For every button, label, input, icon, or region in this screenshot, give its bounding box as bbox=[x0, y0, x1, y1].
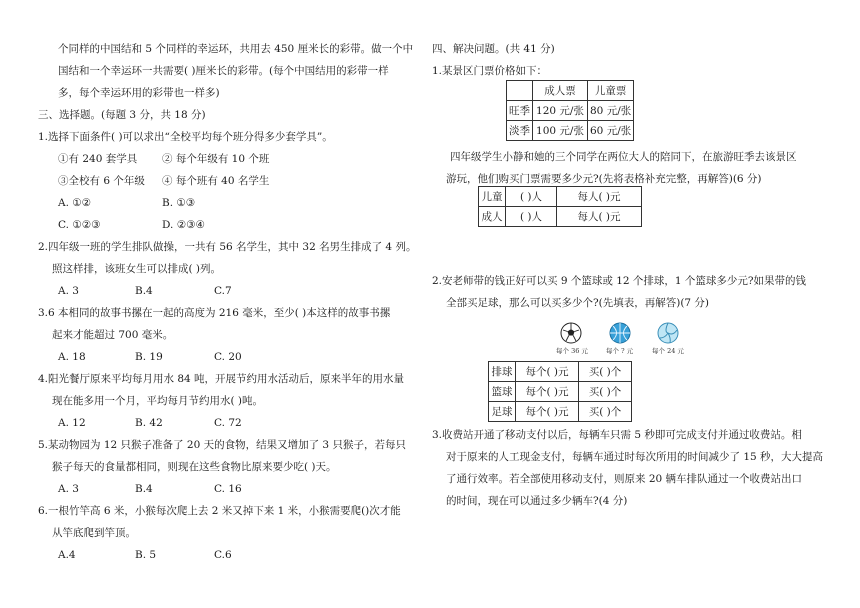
q3-option-c: C. 20 bbox=[214, 351, 242, 363]
table-cell: 旺季 bbox=[507, 101, 533, 121]
q1-condition-3: ③全校有 6 个年级 bbox=[58, 175, 145, 187]
q1-option-c: C. ①②③ bbox=[58, 219, 101, 231]
q2-line1: 2.四年级一班的学生排队做操，一共有 56 名学生，其中 32 名男生排成了 4 列。 bbox=[38, 241, 417, 253]
q4-option-a: A. 12 bbox=[58, 417, 86, 429]
table-cell: 80 元/张 bbox=[588, 101, 634, 121]
ticket-price-table bbox=[506, 80, 634, 141]
p1-fill-table bbox=[478, 186, 642, 227]
basketball-icon bbox=[609, 322, 631, 344]
p2-line1: 2.安老师带的钱正好可以买 9 个篮球或 12 个排球，1 个篮球多少元?如果带的钱 bbox=[432, 275, 807, 287]
table-row bbox=[489, 402, 632, 422]
q6-line1: 6.一根竹竿高 6 米，小猴每次爬上去 2 米又掉下来 1 米，小猴需要爬()次才能 bbox=[38, 505, 401, 517]
table-cell bbox=[507, 81, 533, 101]
q5-line2: 猴子每天的食量都相同，则现在这些食物比原来要少吃( )天。 bbox=[52, 461, 337, 473]
q6-line2: 从竿底爬到竿顶。 bbox=[52, 527, 136, 539]
p3-line4: 的时间，现在可以通过多少辆车?(4 分) bbox=[446, 495, 628, 507]
table-cell: 每个( )元 bbox=[516, 362, 579, 382]
q2-line2: 照这样排，该班女生可以排成( )列。 bbox=[52, 263, 222, 275]
table-cell: 100 元/张 bbox=[533, 121, 588, 141]
soccer-ball-price: 每个 36 元 bbox=[556, 347, 588, 355]
table-cell: 每人( )元 bbox=[557, 187, 642, 207]
p1-text-line1: 四年级学生小静和她的三个同学在两位大人的陪同下，在旅游旺季去该景区 bbox=[450, 151, 797, 163]
table-cell: 儿童票 bbox=[588, 81, 634, 101]
q4-line1: 4.阳光餐厅原来平均每月用水 84 吨，开展节约用水活动后，原来半年的用水量 bbox=[38, 373, 405, 385]
table-cell: 排球 bbox=[489, 362, 516, 382]
section-4-title: 四、解决问题。(共 41 分) bbox=[432, 43, 555, 55]
q6-option-a: A.4 bbox=[58, 549, 76, 561]
table-row bbox=[489, 362, 632, 382]
question-continued-line2: 国结和一个幸运环一共需要( )厘米长的彩带。(每个中国结用的彩带一样 bbox=[58, 65, 389, 77]
table-cell: 每人( )元 bbox=[557, 207, 642, 227]
q5-option-b: B.4 bbox=[135, 483, 153, 495]
table-cell: 每个( )元 bbox=[516, 382, 579, 402]
question-continued-line1: 个同样的中国结和 5 个同样的幸运环，共用去 450 厘米长的彩带。做一个中 bbox=[58, 43, 414, 55]
q1-option-b: B. ①③ bbox=[162, 197, 196, 209]
table-cell: 120 元/张 bbox=[533, 101, 588, 121]
q4-line2: 现在能多用一个月，平均每月节约用水( )吨。 bbox=[52, 395, 264, 407]
table-header-row bbox=[507, 81, 634, 101]
p3-line2: 对于原来的人工现金支付，每辆车通过时每次所用的时间减少了 15 秒，大大提高 bbox=[446, 451, 824, 463]
q1-condition-1: ①有 240 套学具 bbox=[58, 153, 138, 165]
table-cell: 儿童 bbox=[479, 187, 506, 207]
q2-option-a: A. 3 bbox=[58, 285, 79, 297]
p2-fill-table bbox=[488, 361, 632, 422]
table-row bbox=[479, 187, 642, 207]
q5-option-c: C. 16 bbox=[214, 483, 242, 495]
table-cell: ( )人 bbox=[506, 187, 557, 207]
basketball-price: 每个 ? 元 bbox=[606, 347, 634, 355]
table-cell: 60 元/张 bbox=[588, 121, 634, 141]
p1-stem: 1.某景区门票价格如下： bbox=[432, 65, 548, 77]
table-cell: 买( )个 bbox=[579, 362, 632, 382]
table-cell: 买( )个 bbox=[579, 402, 632, 422]
table-cell: 淡季 bbox=[507, 121, 533, 141]
table-cell: 买( )个 bbox=[579, 382, 632, 402]
p1-text-line2: 游玩，他们购买门票需要多少元?(先将表格补充完整，再解答)(6 分) bbox=[446, 173, 762, 185]
table-cell: 篮球 bbox=[489, 382, 516, 402]
p2-line2: 全部买足球，那么可以买多少个?(先填表，再解答)(7 分) bbox=[446, 297, 710, 309]
volleyball-price: 每个 24 元 bbox=[652, 347, 684, 355]
question-continued-line3: 多，每个幸运环用的彩带也一样多) bbox=[58, 87, 220, 99]
p3-line1: 3.收费站开通了移动支付以后，每辆车只需 5 秒即可完成支付并通过收费站。相 bbox=[432, 429, 802, 441]
q1-option-d: D. ②③④ bbox=[162, 219, 205, 231]
q1-condition-2: ② 每个年级有 10 个班 bbox=[162, 153, 270, 165]
q3-line2: 起来才能超过 700 毫米。 bbox=[52, 329, 174, 341]
q1-stem: 1.选择下面条件( )可以求出“全校平均每个班分得多少套学具”。 bbox=[38, 131, 333, 143]
table-cell: 足球 bbox=[489, 402, 516, 422]
table-row bbox=[479, 207, 642, 227]
table-row bbox=[507, 101, 634, 121]
p3-line3: 了通行效率。若全部使用移动支付，则原来 20 辆车排队通过一个收费站出口 bbox=[446, 473, 803, 485]
table-row bbox=[489, 382, 632, 402]
table-cell: 成人票 bbox=[533, 81, 588, 101]
q6-option-b: B. 5 bbox=[135, 549, 157, 561]
table-cell: 成人 bbox=[479, 207, 506, 227]
q2-option-b: B.4 bbox=[135, 285, 153, 297]
q3-line1: 3.6 本相同的故事书摞在一起的高度为 216 毫米，至少( )本这样的故事书摞 bbox=[38, 307, 391, 319]
section-3-title: 三、选择题。(每题 3 分，共 18 分) bbox=[38, 109, 206, 121]
q3-option-b: B. 19 bbox=[135, 351, 163, 363]
q4-option-b: B. 42 bbox=[135, 417, 163, 429]
soccer-ball-icon bbox=[560, 322, 582, 344]
q6-option-c: C.6 bbox=[214, 549, 232, 561]
q1-option-a: A. ①② bbox=[58, 197, 92, 209]
q5-option-a: A. 3 bbox=[58, 483, 79, 495]
q1-condition-4: ④ 每个班有 40 名学生 bbox=[162, 175, 270, 187]
table-cell: 每个( )元 bbox=[516, 402, 579, 422]
q3-option-a: A. 18 bbox=[58, 351, 86, 363]
table-cell: ( )人 bbox=[506, 207, 557, 227]
q2-option-c: C.7 bbox=[214, 285, 232, 297]
volleyball-icon bbox=[657, 322, 679, 344]
table-row bbox=[507, 121, 634, 141]
q5-line1: 5.某动物园为 12 只猴子准备了 20 天的食物，结果又增加了 3 只猴子，若每只 bbox=[38, 439, 406, 451]
q4-option-c: C. 72 bbox=[214, 417, 242, 429]
